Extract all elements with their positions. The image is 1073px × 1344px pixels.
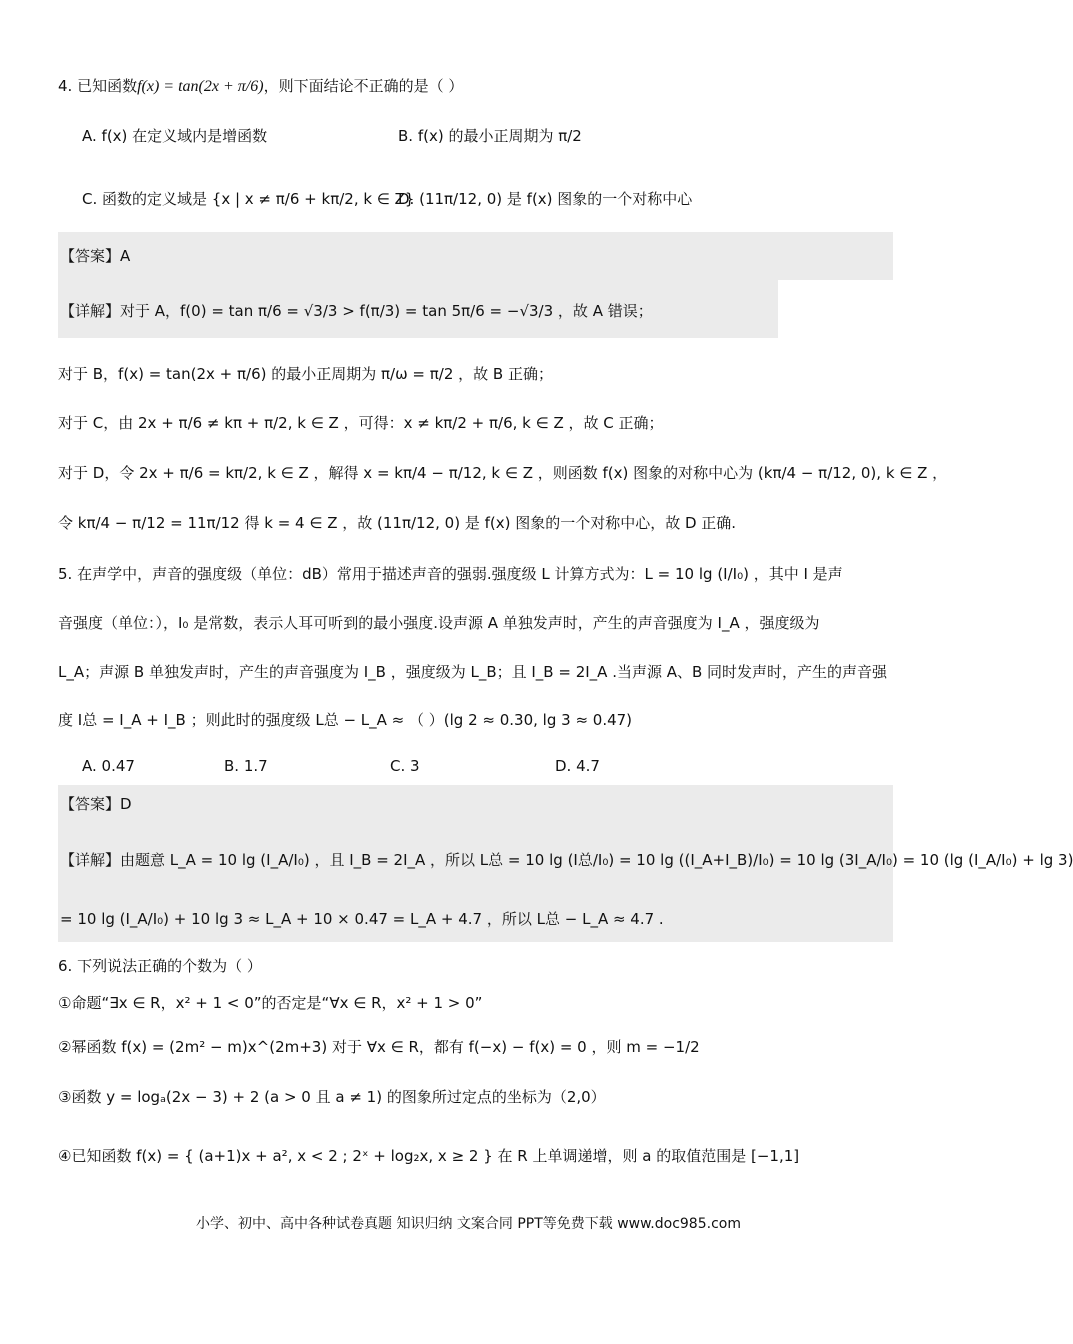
q4-stem: 4. 已知函数f(x) = tan(2x + π/6)，则下面结论不正确的是（ ）: [58, 77, 464, 95]
q4-option-a: A. f(x) 在定义域内是增函数: [82, 127, 268, 145]
q6-stem: 6. 下列说法正确的个数为（ ）: [58, 957, 262, 975]
q4-detail-a: 【详解】对于 A，f(0) = tan π/6 = √3/3 > f(π/3) = tan 5π/6 = −√3/3 ，故 A 错误；: [60, 302, 653, 320]
q6-statement-1: ①命题“∃x ∈ R，x² + 1 < 0”的否定是“∀x ∈ R，x² + 1 > 0”: [58, 994, 483, 1012]
q5-option-d: D. 4.7: [555, 757, 600, 775]
q5-detail-2: = 10 lg (I_A/I₀) + 10 lg 3 ≈ L_A + 10 × 0.47 = L_A + 4.7 ，所以 L总 − L_A ≈ 4.7 .: [60, 910, 664, 928]
page-footer: 小学、初中、高中各种试卷真题 知识归纳 文案合同 PPT等免费下载 www.doc985.com: [196, 1216, 741, 1232]
q4-answer: 【答案】A: [60, 247, 131, 265]
q5-option-a: A. 0.47: [82, 757, 135, 775]
q4-option-b: B. f(x) 的最小正周期为 π/2: [398, 127, 582, 145]
q5-stem-4: 度 I总 = I_A + I_B ；则此时的强度级 L总 − L_A ≈ （ ）(lg 2 ≈ 0.30, lg 3 ≈ 0.47): [58, 711, 633, 729]
q5-detail-1: 【详解】由题意 L_A = 10 lg (I_A/I₀) ，且 I_B = 2I_A ，所以 L总 = 10 lg (I总/I₀) = 10 lg ((I_A+I_B)/I₀) = 10 lg (3I_A/I₀) = 10 (lg (I_A/I₀) + lg 3): [60, 851, 1073, 869]
q4-answer-box: [58, 232, 893, 280]
q5-option-b: B. 1.7: [224, 757, 268, 775]
q4-detail-d2: 令 kπ/4 − π/12 = 11π/12 得 k = 4 ∈ Z ，故 (11π/12, 0) 是 f(x) 图象的一个对称中心，故 D 正确.: [58, 514, 737, 532]
q4-detail-b: 对于 B，f(x) = tan(2x + π/6) 的最小正周期为 π/ω = π/2 ，故 B 正确；: [58, 365, 553, 383]
q4-option-d: D. (11π/12, 0) 是 f(x) 图象的一个对称中心: [398, 190, 693, 208]
q4-detail-d: 对于 D，令 2x + π/6 = kπ/2, k ∈ Z ，解得 x = kπ/4 − π/12, k ∈ Z ，则函数 f(x) 图象的对称中心为 (kπ/4 − π/12, 0), k ∈ Z ，: [58, 464, 948, 482]
q6-statement-3: ③函数 y = logₐ(2x − 3) + 2 (a > 0 且 a ≠ 1) 的图象所过定点的坐标为（2,0）: [58, 1088, 606, 1106]
q5-stem-2: 音强度（单位：），I₀ 是常数，表示人耳可听到的最小强度.设声源 A 单独发声时，产生的声音强度为 I_A ，强度级为: [58, 614, 820, 632]
q5-option-c: C. 3: [390, 757, 420, 775]
q5-answer: 【答案】D: [60, 795, 132, 813]
q6-statement-2: ②幂函数 f(x) = (2m² − m)x^(2m+3) 对于 ∀x ∈ R，都有 f(−x) − f(x) = 0 ，则 m = −1/2: [58, 1038, 700, 1056]
q6-statement-4: ④已知函数 f(x) = { (a+1)x + a², x < 2 ; 2ˣ + log₂x, x ≥ 2 } 在 R 上单调递增，则 a 的取值范围是 [−1,1]: [58, 1147, 800, 1165]
q4-detail-c: 对于 C，由 2x + π/6 ≠ kπ + π/2, k ∈ Z ，可得：x ≠ kπ/2 + π/6, k ∈ Z ，故 C 正确；: [58, 414, 664, 432]
q4-option-c: C. 函数的定义域是 {x | x ≠ π/6 + kπ/2, k ∈ Z}: [82, 190, 415, 208]
q5-stem-1: 5. 在声学中，声音的强度级（单位：dB）常用于描述声音的强弱.强度级 L 计算方式为：L = 10 lg (I/I₀) ，其中 I 是声: [58, 565, 843, 583]
q5-stem-3: L_A；声源 B 单独发声时，产生的声音强度为 I_B ，强度级为 L_B；且 I_B = 2I_A .当声源 A、B 同时发声时，产生的声音强: [58, 663, 888, 681]
